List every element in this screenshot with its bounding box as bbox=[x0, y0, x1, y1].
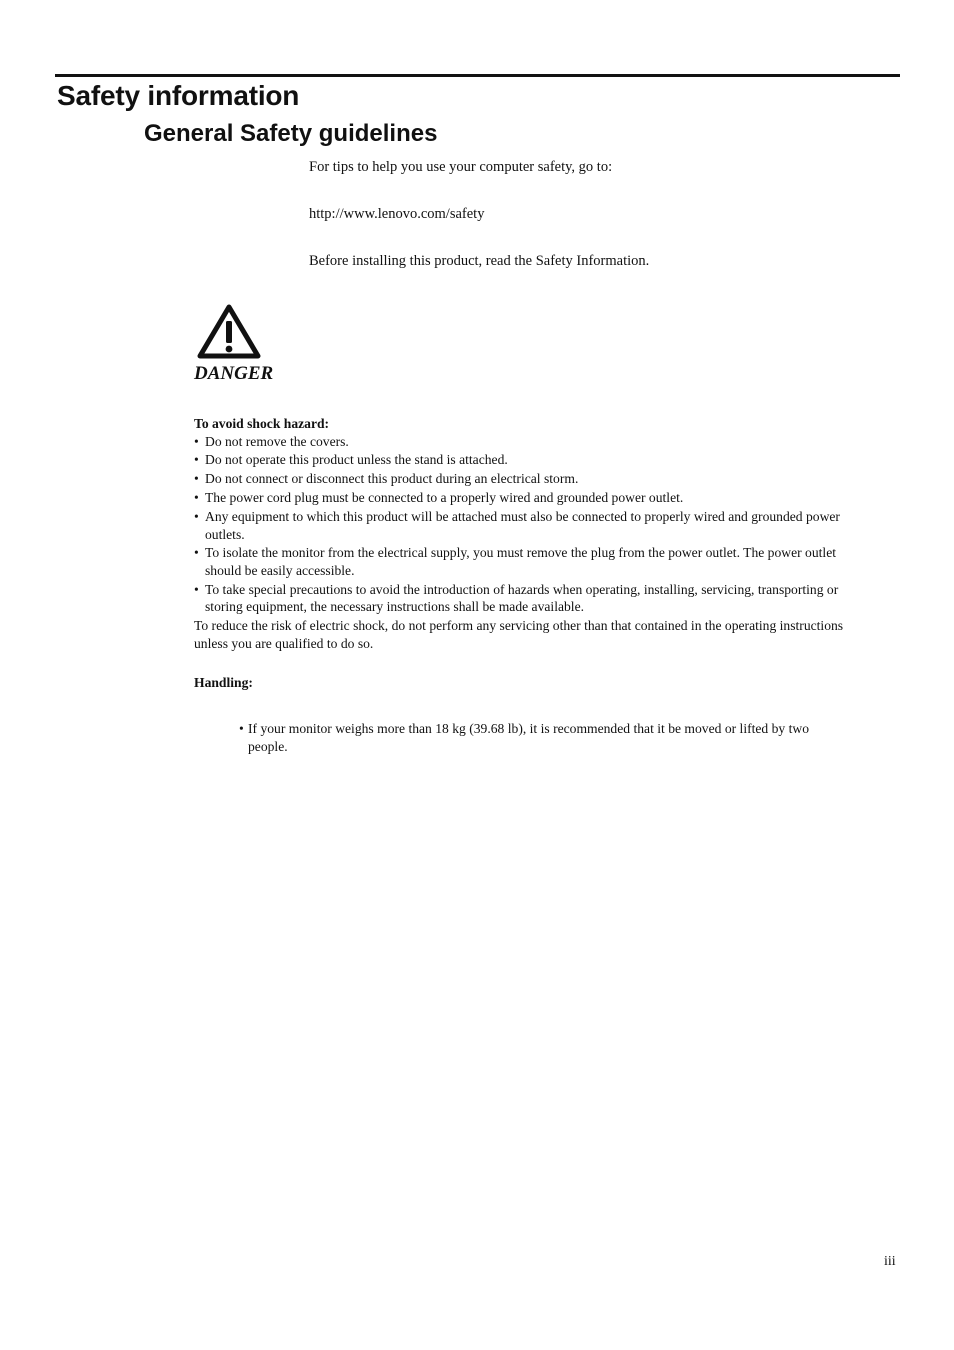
list-item bbox=[194, 451, 844, 469]
intro-tips-text: For tips to help you use your computer safety, go to: bbox=[309, 159, 613, 175]
list-item-text: To take special precautions to avoid the introduction of hazards when operating, installing, servicing, transporting or storing equipment, the necessary instructions shall be made available. bbox=[205, 581, 839, 615]
bullet-icon: • bbox=[194, 471, 199, 487]
warning-triangle-icon bbox=[197, 304, 261, 360]
safety-url-link[interactable]: http://www.lenovo.com/safety bbox=[309, 206, 485, 222]
section-title: General Safety guidelines bbox=[144, 120, 438, 147]
shock-hazard-list bbox=[194, 433, 844, 616]
bullet-icon: • bbox=[194, 545, 199, 561]
list-item-text: Do not connect or disconnect this product during an electrical storm. bbox=[205, 471, 579, 487]
bullet-icon: • bbox=[239, 721, 244, 736]
list-item-text: If your monitor weighs more than 18 kg (39.68 lb), it is recommended that it be moved or lifted by two people. bbox=[248, 721, 810, 754]
list-item bbox=[194, 470, 844, 488]
page-number: iii bbox=[884, 1254, 896, 1269]
list-item-text: Do not operate this product unless the stand is attached. bbox=[205, 452, 508, 468]
handling-heading: Handling: bbox=[194, 675, 253, 690]
list-item-text: The power cord plug must be connected to a properly wired and grounded power outlet. bbox=[205, 490, 684, 506]
bullet-icon: • bbox=[194, 452, 199, 468]
list-item-text: To isolate the monitor from the electrical supply, you must remove the plug from the power outlet. The power outlet should be easily accessible. bbox=[205, 545, 836, 578]
shock-hazard-heading: To avoid shock hazard: bbox=[194, 416, 330, 431]
bullet-icon: • bbox=[194, 581, 199, 597]
shock-hazard-section bbox=[194, 415, 844, 652]
page-title: Safety information bbox=[57, 80, 300, 111]
shock-closing-paragraph: To reduce the risk of electric shock, do not perform any servicing other than that contained in the operating instructions unless you are qualified to do so. bbox=[194, 618, 844, 651]
list-item-text: Any equipment to which this product will be attached must also be connected to properly wired and grounded power outlets. bbox=[205, 509, 840, 542]
bullet-icon: • bbox=[194, 509, 199, 525]
intro-read-safety-text: Before installing this product, read the Safety Information. bbox=[309, 253, 650, 269]
list-item bbox=[239, 720, 829, 756]
list-item bbox=[194, 508, 844, 543]
list-item bbox=[194, 489, 844, 507]
list-item bbox=[194, 433, 844, 451]
bullet-icon: • bbox=[194, 433, 199, 449]
list-item-text: Do not remove the covers. bbox=[205, 433, 349, 449]
top-rule bbox=[55, 74, 900, 77]
list-item bbox=[194, 544, 844, 579]
list-item bbox=[194, 581, 844, 616]
danger-label: DANGER bbox=[194, 363, 274, 384]
bullet-icon: • bbox=[194, 490, 199, 506]
handling-list bbox=[239, 720, 829, 756]
